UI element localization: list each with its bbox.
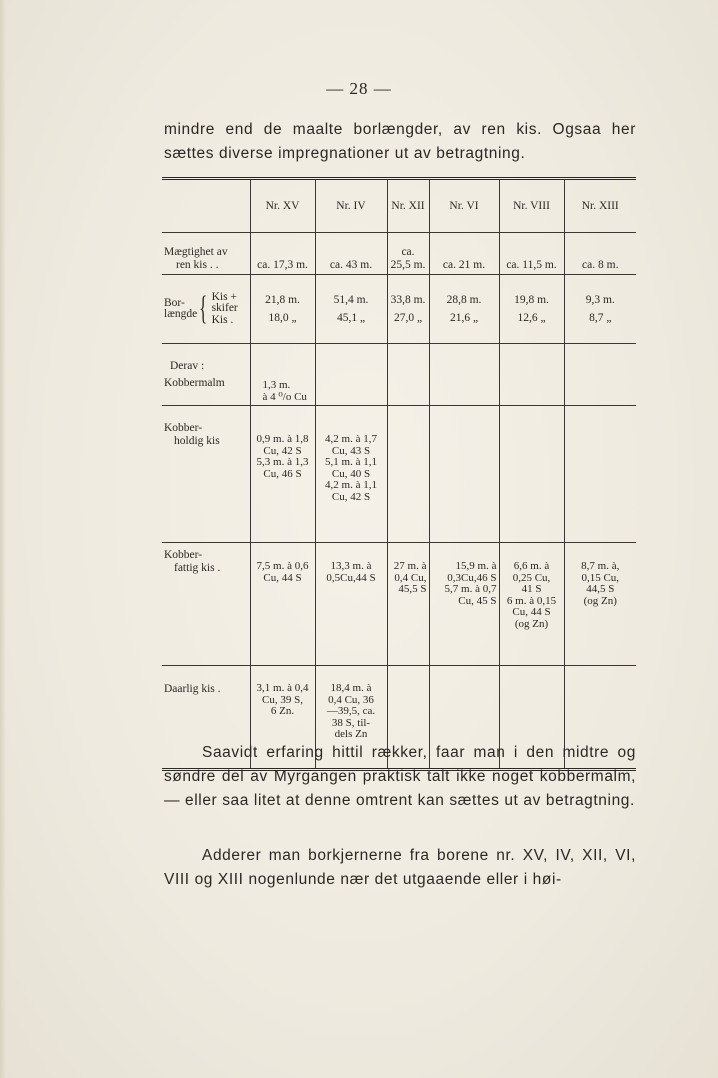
table-row: [162, 344, 636, 406]
table-row: [162, 543, 636, 666]
cell-line: 27,0 „: [393, 312, 423, 324]
table-cell: [387, 275, 429, 344]
row-label-line: længde: [164, 308, 198, 320]
row-label-line: Kis .: [211, 313, 234, 326]
cell-line: 21,8 m.: [265, 293, 300, 306]
table-cell: ca. 17,3 m.: [250, 233, 315, 275]
brace-symbol: {: [199, 290, 208, 327]
table-cell: [499, 275, 564, 344]
table-cell: ca. 21 m.: [429, 233, 499, 275]
cell-line: 8,7 „: [589, 312, 612, 324]
row-label: [162, 406, 250, 543]
table-cell: [564, 275, 636, 344]
table-cell: 4,2 m. à 1,7 Cu, 43 S 5,1 m. à 1,1 Cu, 40 S 4,2 m. à 1,1 Cu, 42 S: [315, 406, 387, 543]
cell-line: 45,1 „: [336, 312, 366, 324]
header-cell: Nr. IV: [315, 179, 387, 233]
row-label-line: Kobber-: [164, 549, 203, 561]
table-cell: 8,7 m. à, 0,15 Cu, 44,5 S (og Zn): [564, 543, 636, 666]
table-cell: 0,9 m. à 1,8 Cu, 42 S 5,3 m. à 1,3 Cu, 46 S: [250, 406, 315, 543]
header-cell: Nr. VI: [429, 179, 499, 233]
table-cell: 15,9 m. à 0,3Cu,46 S 5,7 m. à 0,7 Cu, 45 S: [429, 543, 499, 666]
cell-line: 28,8 m.: [446, 293, 482, 306]
cell-line: 18,0 „: [268, 312, 297, 324]
cell-line: 19,8 m.: [514, 293, 549, 306]
table-row: [162, 233, 636, 275]
table-cell: 27 m. à 0,4 Cu, 45,5 S: [387, 543, 429, 666]
row-label-line: Derav :: [170, 360, 205, 372]
table-cell: [499, 344, 564, 406]
table-cell: [429, 344, 499, 406]
table-cell: ca. 43 m.: [315, 233, 387, 275]
row-label-line: Bor-: [164, 297, 185, 309]
table-cell: 1,3 m. à 4 ⁰/o Cu: [250, 344, 315, 406]
table-cell: ca. 11,5 m.: [499, 233, 564, 275]
ore-table: [162, 177, 636, 771]
cell-line: 51,4 m.: [333, 293, 369, 306]
paragraph-conclusion: Saavidt erfaring hittil rækker, faar man i den midtre og søndre del av Myrgangen praktisk talt ikke noget kobbermalm, — eller saa litet at denne omtrent kan sættes ut av betragtning.: [164, 744, 636, 809]
paragraph-continuation: Adderer man borkjernerne fra borene nr. XV, IV, XII, VI, VIII og XIII nogenlunde nær det utgaaende eller i høi-: [164, 847, 636, 888]
table-cell: [564, 344, 636, 406]
row-label-line: fattig kis .: [174, 561, 221, 574]
row-label: [162, 275, 250, 344]
row-label-line: Kobbermalm: [164, 376, 225, 389]
table-row: [162, 406, 636, 543]
cell-line: 21,6 „: [449, 312, 479, 324]
header-cell: Nr. XIII: [564, 179, 636, 233]
cell-line: 9,3 m.: [585, 293, 615, 306]
table-cell: [387, 406, 429, 543]
table-cell: 6,6 m. à 0,25 Cu, 41 S 6 m. à 0,15 Cu, 44 S (og Zn): [499, 543, 564, 666]
row-label-line: Kis +: [211, 290, 237, 303]
row-label: [162, 233, 250, 275]
table-cell: [429, 275, 499, 344]
row-label-line: Mægtighet av: [164, 246, 228, 258]
row-label: Daarlig kis .: [164, 683, 221, 695]
cell-line: 12,6 „: [517, 312, 546, 324]
header-cell: Nr. XII: [387, 179, 429, 233]
table-cell: [499, 406, 564, 543]
table-cell: 13,3 m. à 0,5Cu,44 S: [315, 543, 387, 666]
table-cell: ca. 8 m.: [564, 233, 636, 275]
table-cell: [564, 406, 636, 543]
row-label: [162, 543, 250, 666]
header-cell: [162, 179, 250, 233]
table-row: [162, 275, 636, 344]
cell-line: 33,8 m.: [390, 293, 426, 306]
row-label: [162, 344, 250, 406]
row-label-line: skifer: [211, 302, 238, 315]
header-cell: Nr. VIII: [499, 179, 564, 233]
table-header-row: [162, 179, 636, 233]
row-label-line: Kobber-: [164, 422, 203, 434]
table-cell: [315, 344, 387, 406]
table-cell: [387, 344, 429, 406]
page-edge-shadow: [0, 0, 6, 1078]
table-cell: [315, 275, 387, 344]
table-cell: 3,1 m. à 0,4 Cu, 39 S, 6 Zn.: [250, 666, 315, 770]
row-label-line: holdig kis: [174, 434, 220, 447]
table-cell: 7,5 m. à 0,6 Cu, 44 S: [250, 543, 315, 666]
table-cell: ca. 25,5 m.: [387, 233, 429, 275]
table-cell: [429, 406, 499, 543]
table-cell: 18,4 m. à 0,4 Cu, 36 —39,5, ca. 38 S, til- dels Zn: [315, 666, 387, 770]
header-cell: Nr. XV: [250, 179, 315, 233]
paragraph-intro: mindre end de maalte borlængder, av ren kis. Ogsaa her sættes diverse impregnationer ut av betragtning.: [164, 121, 636, 162]
table-cell: [250, 275, 315, 344]
page-number: — 28 —: [326, 79, 392, 98]
row-label-line: ren kis . .: [176, 258, 219, 271]
